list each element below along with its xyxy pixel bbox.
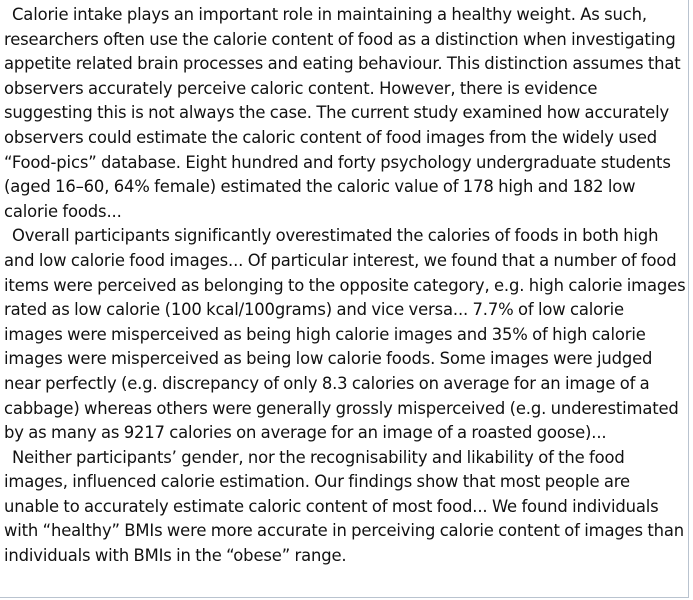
paragraph-1: Calorie intake plays an important role in maintaining a healthy weight. As such, researchers often use the calorie content of food as a distinction when investigating appetite related brain processes and eating behaviour. This distinction assumes that observers accurately perceive caloric content. However, there is evidence suggesting this is not always the case. The current study examined how accurately observers could estimate the caloric content of food images from the widely used “Food-pics” database. Eight hundred and forty psychology undergraduate students (aged 16–60, 64% female) estimated the caloric value of 178 high and 182 low calorie foods...	[4, 5, 681, 221]
paragraph-3: Neither participants’ gender, nor the recognisability and likability of the food images, influenced calorie estimation. Our findings show that most people are unable to accurately estimate caloric content of most food... We found individuals with “healthy” BMIs were more accurate in perceiving calorie content of images than individuals with BMIs in the “obese” range.	[4, 447, 685, 566]
paragraph-2: Overall participants significantly overestimated the calories of foods in both high and low calorie food images... Of particular interest, we found that a number of food items were perceived as belonging to the opposite category, e.g. high calorie images rated as low calorie (100 kcal/100grams) and vice versa... 7.7% of low calorie images were misperceived as being high calorie images and 35% of high calorie images were misperceived as being low calorie foods. Some images were judged near perfectly (e.g. discrepancy of only 8.3 calories on average for an image of a cabbage) whereas others were generally grossly misperceived (e.g. underestimated by as many as 9217 calories on average for an image of a roasted goose)...	[4, 226, 686, 443]
document-body	[4, 3, 686, 569]
